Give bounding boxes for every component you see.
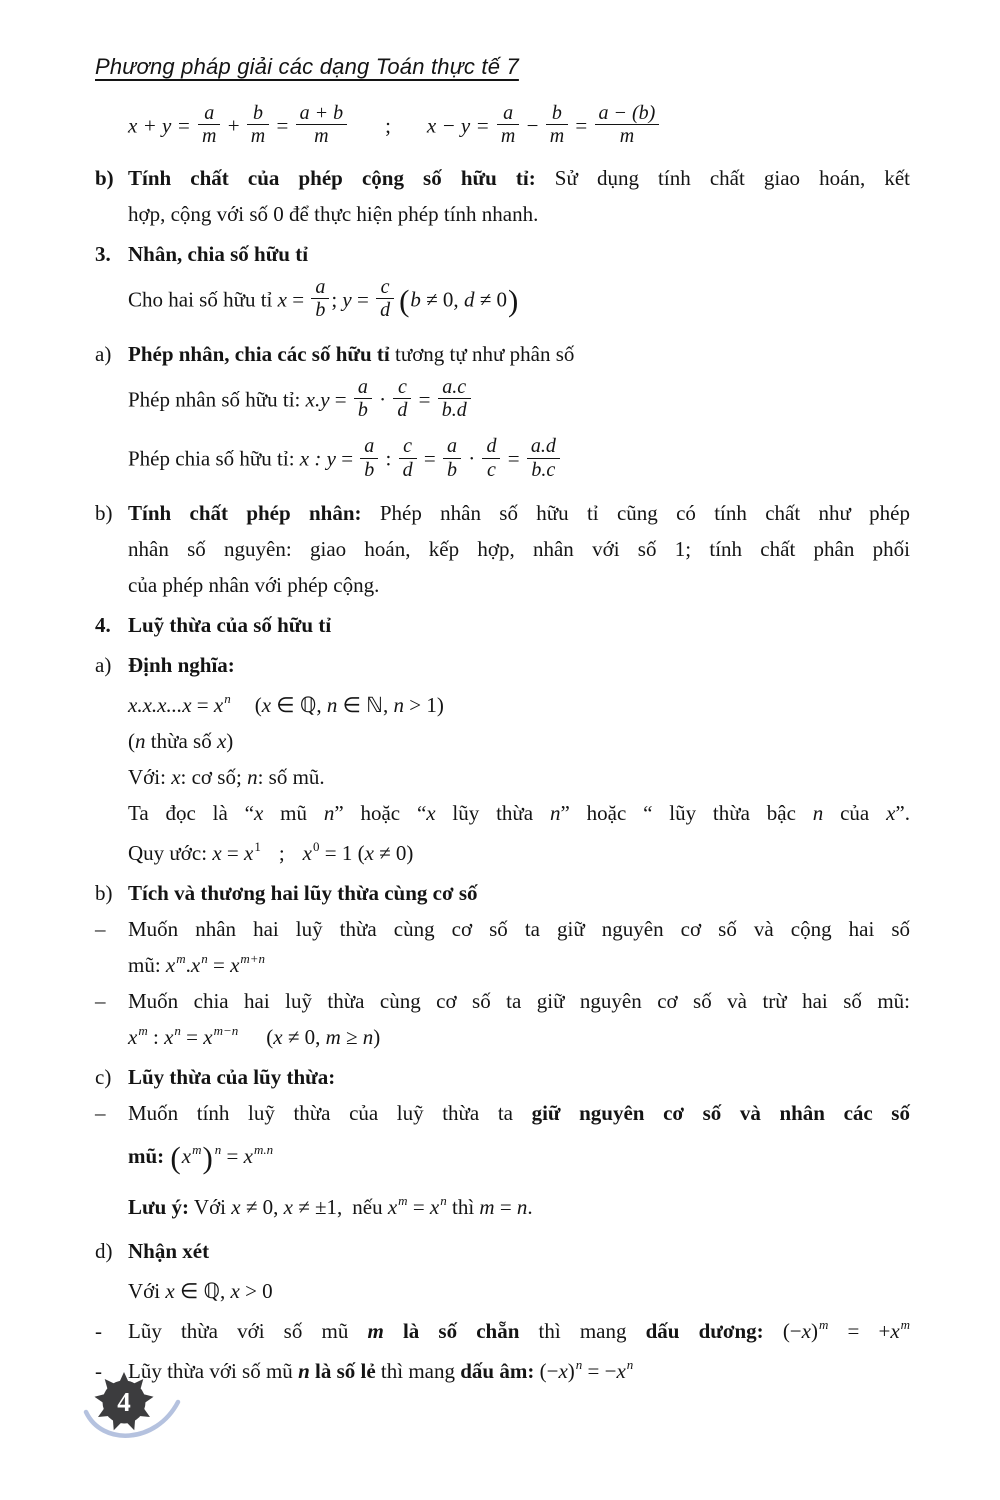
line-text: Muốn tính luỹ thừa của luỹ thừa ta giữ nguyên cơ số và nhân các số xyxy=(128,1101,910,1126)
line-x-positive xyxy=(95,1273,910,1309)
item-dash-divide-rule xyxy=(95,983,910,1019)
line-power-definition xyxy=(95,687,910,723)
line-text: Phép chia số hữu tỉ: x : y = $\frac{a}{b}$ : $\frac{c}{d}$ = $\frac{a}{b}$ · $\frac{d}{c}$ = $\frac{a.d}{b.c}$ xyxy=(128,438,910,484)
line-division-formula xyxy=(95,431,910,491)
item-b-addition-properties-cont xyxy=(95,196,910,232)
line-text: Tính chất phép nhân: Phép nhân số hữu tỉ cũng có tính chất như phép xyxy=(128,501,910,526)
section-3-heading xyxy=(95,236,910,272)
item-b-mul-properties xyxy=(95,495,910,531)
line-text: x + y = $\frac{a}{m}$ + $\frac{b}{m}$ = $\frac{a + b}{m}$ ; x − y = $\frac{a}{m}$ − $\frac{b}{m}$ = $\frac{a - (b)}{m}$ xyxy=(128,105,910,151)
line-reading xyxy=(95,795,910,831)
line-given-two-rationals xyxy=(95,272,910,332)
section-4-heading xyxy=(95,607,910,643)
item-label: b) xyxy=(95,881,113,906)
running-header: Phương pháp giải các dạng Toán thực tế 7 xyxy=(95,54,519,79)
line-text: Luỹ thừa của số hữu tỉ xyxy=(128,613,332,638)
item-label: - xyxy=(95,1319,102,1344)
item-c-power-of-power xyxy=(95,1059,910,1095)
line-conventions xyxy=(95,835,910,871)
item-dash-odd-exponent xyxy=(95,1353,910,1389)
page-number-badge xyxy=(76,1368,188,1460)
line-text: Ta đọc là “x mũ n” hoặc “x lũy thừa n” hoặc “ lũy thừa bậc n của x”. xyxy=(128,801,910,826)
line-text: Tính chất của phép cộng số hữu tỉ: Sử dụng tính chất giao hoán, kết xyxy=(128,165,910,190)
line-text: Với: x: cơ số; n: số mũ. xyxy=(128,765,325,790)
item-label: b) xyxy=(95,165,114,190)
item-b-product-quotient xyxy=(95,875,910,911)
item-label: c) xyxy=(95,1065,112,1090)
item-b-mul-properties-cont xyxy=(95,531,910,567)
item-label: – xyxy=(95,989,106,1014)
line-power-of-power-formula xyxy=(95,1131,910,1181)
gear-icon xyxy=(76,1368,188,1460)
line-text: Lũy thừa với số mũ m là số chẵn thì mang dấu dương: $(-x)^m = +x^m$ xyxy=(128,1317,911,1344)
item-a-definition xyxy=(95,647,910,683)
line-text: của phép nhân với phép cộng. xyxy=(128,573,380,598)
line-text: $x.x.x...x = x^n$ (x ∈ ℚ, n ∈ ℕ, n > 1) xyxy=(128,691,444,718)
page-number: 4 xyxy=(117,1387,131,1417)
item-dash-even-exponent xyxy=(95,1313,910,1349)
line-base-exponent xyxy=(95,759,910,795)
line-text: (n thừa số x) xyxy=(128,729,234,754)
item-dash-multiply-rule xyxy=(95,911,910,947)
line-n-factors xyxy=(95,723,910,759)
item-b-mul-properties-cont2 xyxy=(95,567,910,603)
line-text: Lũy thừa với số mũ n là số lẻ thì mang dấu âm: $(-x)^n = -x^n$ xyxy=(128,1357,634,1384)
item-label: b) xyxy=(95,501,113,526)
item-label: 4. xyxy=(95,613,111,638)
line-text: $x^m$ : $x^n = x^{m-n}$ (x ≠ 0, m ≥ n) xyxy=(128,1023,381,1050)
item-label: – xyxy=(95,917,106,942)
line-text: Phép nhân, chia các số hữu tỉ tương tự như phân số xyxy=(128,341,575,366)
item-label: d) xyxy=(95,1239,113,1264)
item-label: 3. xyxy=(95,241,111,266)
line-text: Lũy thừa của lũy thừa: xyxy=(128,1065,336,1090)
item-label: - xyxy=(95,1359,102,1384)
line-text: hợp, cộng với số 0 để thực hiện phép tính nhanh. xyxy=(128,201,539,226)
line-text: Nhận xét xyxy=(128,1239,210,1264)
line-text: Muốn nhân hai luỹ thừa cùng cơ số ta giữ nguyên cơ số và cộng hai số xyxy=(128,917,910,942)
item-a-mul-div xyxy=(95,336,910,372)
item-dash-power-of-power-rule xyxy=(95,1095,910,1131)
line-text: mũ: $(x^m) ^n = x^{m.n}$ xyxy=(128,1140,274,1176)
line-text: Muốn chia hai luỹ thừa cùng cơ số ta giữ nguyên cơ số và trừ hai số mũ: xyxy=(128,989,910,1014)
line-text: Lưu ý: Với x ≠ 0, x ≠ ±1, nếu $x^m = x^n$ thì m = n. xyxy=(128,1193,533,1220)
line-multiply-exponents-formula xyxy=(95,947,910,983)
line-text: nhân số nguyên: giao hoán, kếp hợp, nhân với số 1; tính chất phân phối xyxy=(128,537,910,562)
line-text: Định nghĩa: xyxy=(128,653,235,678)
line-sum-difference-formula xyxy=(95,96,910,160)
item-b-addition-properties xyxy=(95,160,910,196)
item-label: a) xyxy=(95,341,112,366)
item-label: a) xyxy=(95,653,112,678)
line-text: Quy ước: $x = x^1$ ; $x^0 = 1$ (x ≠ 0) xyxy=(128,839,414,866)
line-multiplication-formula xyxy=(95,372,910,432)
line-note xyxy=(95,1189,910,1225)
line-text: Với x ∈ ℚ, x > 0 xyxy=(128,1279,273,1304)
line-text: mũ: $x^m.x^n = x^{m+n}$ xyxy=(128,951,266,978)
item-label: – xyxy=(95,1101,106,1126)
line-text: Tích và thương hai lũy thừa cùng cơ số xyxy=(128,881,478,906)
item-d-remark xyxy=(95,1233,910,1269)
line-text: Cho hai số hữu tỉ x = $\frac{a}{b}$ ; y = $\frac{c}{d}$ (b ≠ 0, d ≠ 0) xyxy=(128,275,519,322)
line-text: Nhân, chia số hữu tỉ xyxy=(128,241,309,266)
line-text: Phép nhân số hữu tỉ: x.y = $\frac{a}{b}$ · $\frac{c}{d}$ = $\frac{a.c}{b.d}$ xyxy=(128,379,910,425)
line-divide-exponents-formula xyxy=(95,1019,910,1055)
